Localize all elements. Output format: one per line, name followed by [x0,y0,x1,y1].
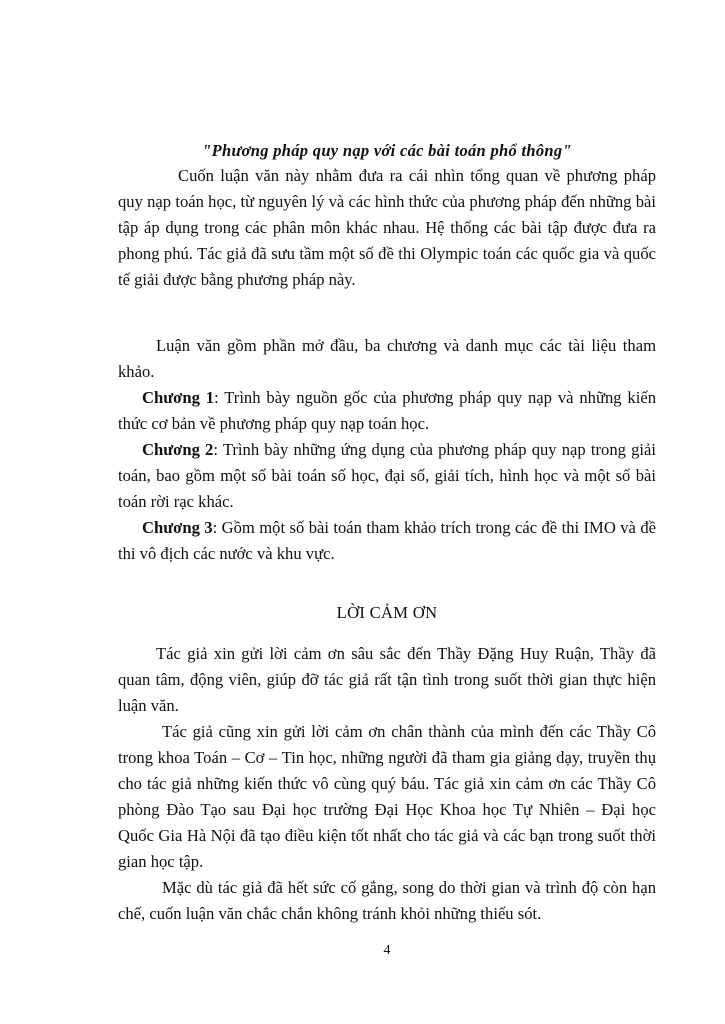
chapter-1-paragraph [118,385,656,437]
acknowledgement-paragraph: Tác giả xin gửi lời cảm ơn sâu sắc đến Thầy Đặng Huy Ruận, Thầy đã quan tâm, động viên, giúp đỡ tác giả rất tận tình trong suốt thời gian thực hiện luận văn. [118,644,656,715]
summary-paragraph: Cuốn luận văn này nhằm đưa ra cái nhìn tổng quan về phương pháp quy nạp toán học, từ nguyên lý và các hình thức của phương pháp đến những bài tập áp dụng trong các phân môn khác nhau. Hệ thống các bài tập được đưa ra phong phú. Tác giả đã sưu tầm một số đề thi Olympic toán các quốc gia và quốc tế giải được bằng phương pháp này. [118,166,656,289]
chapter-1-description: : Trình bày nguồn gốc của phương pháp quy nạp và những kiến thức cơ bản về phương pháp quy nạp toán học. [118,388,656,433]
structure-paragraph: Luận văn gồm phần mở đầu, ba chương và danh mục các tài liệu tham khảo. [118,336,656,381]
acknowledgement-paragraph: Tác giả cũng xin gửi lời cảm ơn chân thành của mình đến các Thầy Cô trong khoa Toán – Cơ – Tin học, những người đã tham gia giảng dạy, truyền thụ cho tác giả những kiến thức vô cùng quý báu. Tác giả xin cảm ơn các Thầy Cô phòng Đào Tạo sau Đại học trường Đại Học Khoa học Tự Nhiên – Đại học Quốc Gia Hà Nội đã tạo điều kiện tốt nhất cho tác giả và các bạn trong suốt thời gian học tập. [118,722,656,871]
chapter-2-description: : Trình bày những ứng dụng của phương pháp quy nạp trong giải toán, bao gồm một số bài toán số học, đại số, giải tích, hình học và một số bài toán rời rạc khác. [118,440,656,511]
acknowledgement-paragraph: Mặc dù tác giả đã hết sức cố gắng, song do thời gian và trình độ còn hạn chế, cuốn luận văn chắc chắn không tránh khỏi những thiếu sót. [118,878,656,923]
chapter-3-label: Chương 3 [142,518,213,537]
thesis-title: "Phương pháp quy nạp với các bài toán phổ thông" [202,141,572,160]
chapter-2-paragraph [118,437,656,515]
chapter-2-label: Chương 2 [142,440,214,459]
chapter-3-paragraph [118,515,656,567]
chapter-3-description: : Gồm một số bài toán tham khảo trích trong các đề thi IMO và đề thi vô địch các nước và khu vực. [118,518,656,563]
acknowledgements-heading: LỜI CẢM ƠN [336,603,438,622]
chapter-1-label: Chương 1 [142,388,215,407]
page-number: 4 [383,943,391,958]
